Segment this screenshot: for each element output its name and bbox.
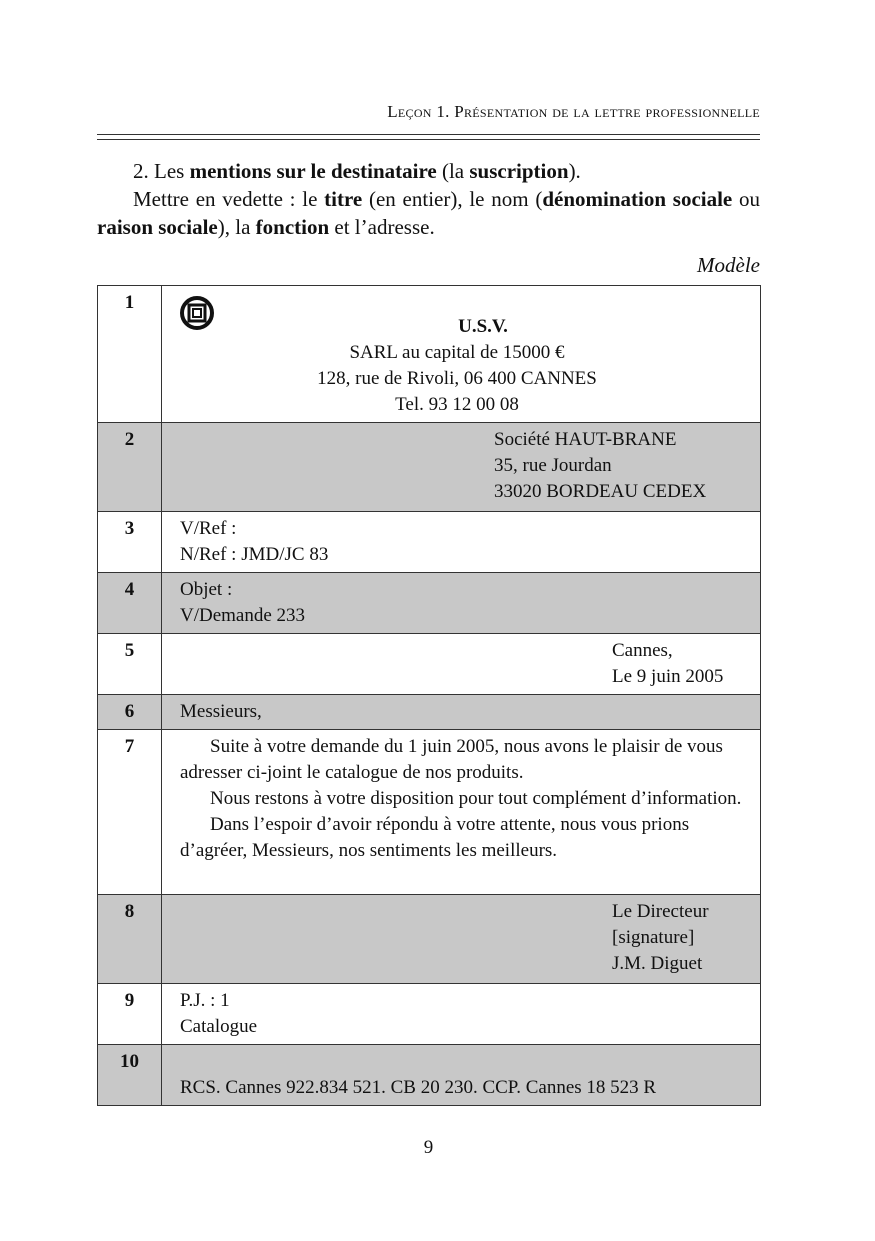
page-number: 9: [423, 1137, 434, 1158]
body-paragraph: Dans l’espoir d’avoir répondu à votre attente, nous vous prions d’agréer, Messieurs, nos sentiments les meilleurs.: [180, 814, 690, 861]
subject-cell: Objet : V/Demande 233: [162, 573, 761, 634]
row-number: 1: [98, 286, 162, 423]
references-cell: V/Ref : N/Ref : JMD/JC 83: [162, 512, 761, 573]
row-number: 5: [98, 634, 162, 695]
row-number: 10: [98, 1045, 162, 1106]
attachments-cell: P.J. : 1 Catalogue: [162, 984, 761, 1045]
company-name: U.S.V.: [458, 316, 508, 337]
place-date-cell: Cannes, Le 9 juin 2005: [162, 634, 761, 695]
model-label: Modèle: [697, 253, 760, 277]
table-row: [98, 634, 761, 695]
intro-line-2: Mettre en vedette : le titre (en entier), le nom (dénomination sociale ou raison sociale), la fonction et l’adresse.: [97, 187, 760, 239]
intro-line-1: 2. Les mentions sur le destinataire (la suscription).: [133, 159, 581, 183]
letterhead-text: [162, 290, 752, 418]
recipient-cell: [162, 423, 761, 512]
row-number: 4: [98, 573, 162, 634]
signature-cell: Le Directeur [signature] J.M. Diguet: [162, 895, 761, 984]
letter-model-table: [97, 285, 761, 1106]
company-phone: Tel. 93 12 00 08: [395, 394, 519, 415]
running-title: Leçon 1. Présentation de la lettre professionnelle: [387, 102, 760, 121]
company-capital: SARL au capital de 15000 €: [349, 342, 565, 363]
table-row: [98, 695, 761, 730]
letter-body-cell: [162, 730, 761, 895]
legal-footer-cell: RCS. Cannes 922.834 521. CB 20 230. CCP. Cannes 18 523 R: [162, 1045, 761, 1106]
body-paragraph: Suite à votre demande du 1 juin 2005, nous avons le plaisir de vous adresser ci-joint le catalogue de nos produits.: [180, 736, 723, 783]
header-rule-bottom: [97, 139, 760, 140]
table-row: [98, 423, 761, 512]
row-number: 6: [98, 695, 162, 730]
company-address: 128, rue de Rivoli, 06 400 CANNES: [317, 368, 597, 389]
salutation-cell: Messieurs,: [162, 695, 761, 730]
row-number: 3: [98, 512, 162, 573]
row-number: 8: [98, 895, 162, 984]
row-number: 2: [98, 423, 162, 512]
table-row: [98, 573, 761, 634]
intro-text: [97, 157, 760, 241]
table-row: [98, 1045, 761, 1106]
table-row: [98, 984, 761, 1045]
body-paragraph: Nous restons à votre disposition pour tout complément d’information.: [210, 788, 742, 809]
company-logo-icon: [180, 296, 214, 330]
table-row: [98, 512, 761, 573]
running-header: [97, 102, 760, 122]
table-row: [98, 895, 761, 984]
table-row: [98, 730, 761, 895]
letterhead-cell: [162, 286, 761, 423]
table-row: [98, 286, 761, 423]
row-number: 9: [98, 984, 162, 1045]
header-rule-top: [97, 134, 760, 135]
recipient-address: Société HAUT-BRANE 35, rue Jourdan 33020 BORDEAU CEDEX: [494, 429, 707, 502]
row-number: 7: [98, 730, 162, 895]
